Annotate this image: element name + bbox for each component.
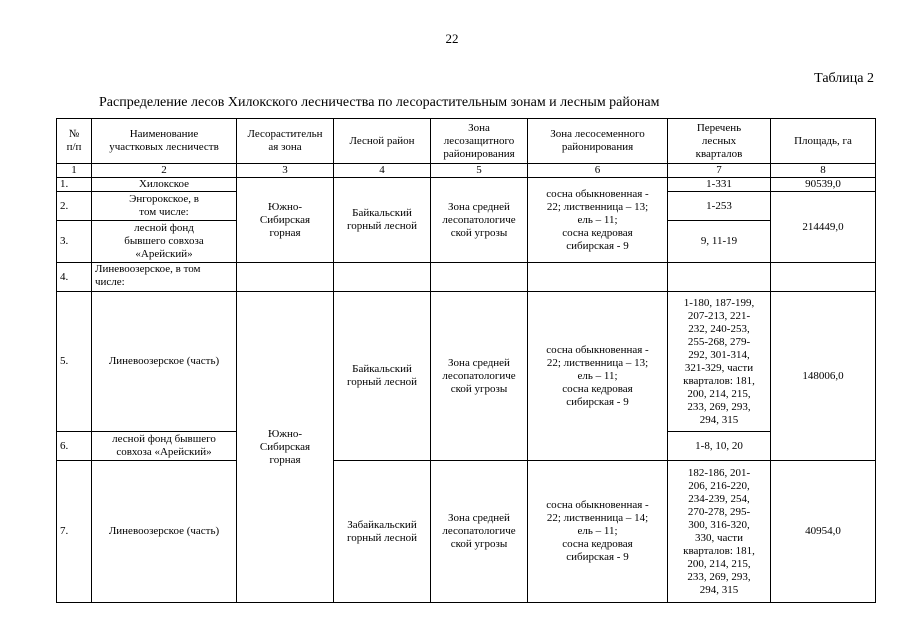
header-forest-district <box>334 119 431 164</box>
row-name <box>92 292 237 432</box>
vegetation-zone-text: Южно- Сибирская горная <box>259 200 311 239</box>
quarters-cell <box>668 292 771 432</box>
row-number-text: 4. <box>60 270 69 283</box>
column-number-row <box>57 164 876 178</box>
forest-district-cell <box>334 178 431 263</box>
row-name-text: Энгорокское, в том числе: <box>129 193 199 218</box>
empty-cell <box>431 263 528 292</box>
row-number-text: 1. <box>60 178 69 190</box>
area-cell <box>771 192 876 263</box>
protection-zone-text: Зона средней лесопатологиче ской угрозы <box>442 200 516 239</box>
forest-distribution-table <box>56 118 876 603</box>
row-number-text: 7. <box>60 525 69 537</box>
header-number <box>57 119 92 164</box>
row-number-text: 5. <box>60 355 69 367</box>
area-cell <box>771 178 876 192</box>
header-name-text: Наименование участковых лесничеств <box>109 128 219 153</box>
empty-cell <box>771 263 876 292</box>
column-number: 1 <box>57 164 92 178</box>
protection-zone-cell <box>431 292 528 461</box>
forest-district-text: Забайкальский горный лесной <box>347 518 417 544</box>
seed-zone-text: сосна обыкновенная - 22; лиственница – 13; ель – 11; сосна кедровая сибирская - 9 <box>546 187 649 252</box>
row-name <box>92 221 237 263</box>
protection-zone-cell <box>431 178 528 263</box>
header-quarters <box>668 119 771 164</box>
forest-district-text: Байкальский горный лесной <box>347 363 417 388</box>
header-vegetation-zone <box>237 119 334 164</box>
header-quarters-text: Перечень лесных кварталов <box>695 121 743 160</box>
column-number: 2 <box>92 164 237 178</box>
row-number-text: 2. <box>60 199 69 212</box>
row-name-text: Линевоозерское, в том числе: <box>95 263 201 288</box>
header-row <box>57 119 876 164</box>
page-number: 22 <box>445 31 459 46</box>
row-number <box>57 192 92 221</box>
quarters-cell <box>668 192 771 221</box>
column-number: 4 <box>334 164 431 178</box>
table-row <box>57 263 876 292</box>
row-name <box>92 178 237 192</box>
header-protection-zone-text: Зона лесозащитного районирования <box>443 121 515 160</box>
header-protection-zone <box>431 119 528 164</box>
empty-cell <box>237 263 334 292</box>
empty-cell <box>668 263 771 292</box>
table-caption: Таблица 2 <box>814 71 874 86</box>
row-number <box>57 178 92 192</box>
quarters-text: 1-8, 10, 20 <box>695 439 743 452</box>
seed-zone-text: сосна обыкновенная - 22; лиственница – 13; ель – 11; сосна кедровая сибирская - 9 <box>546 343 649 408</box>
column-number: 6 <box>528 164 668 178</box>
row-name <box>92 192 237 221</box>
vegetation-zone-cell <box>237 292 334 603</box>
table-row <box>57 292 876 432</box>
protection-zone-text: Зона средней лесопатологиче ской угрозы <box>442 356 516 395</box>
row-name-text: Линевоозерское (часть) <box>108 525 220 537</box>
row-number <box>57 461 92 603</box>
table-row <box>57 178 876 192</box>
area-cell <box>771 292 876 461</box>
header-seed-zone <box>528 119 668 164</box>
column-number: 7 <box>668 164 771 178</box>
quarters-cell <box>668 178 771 192</box>
column-number: 5 <box>431 164 528 178</box>
quarters-text: 9, 11-19 <box>700 235 738 247</box>
quarters-cell <box>668 432 771 461</box>
empty-cell <box>528 263 668 292</box>
vegetation-zone-text: Южно- Сибирская горная <box>259 427 311 466</box>
quarters-text: 1-180, 187-199, 207-213, 221- 232, 240-253, 255-268, 279- 292, 301-314, 321-329, части кварталов: 181, 200, 214, 215, 233, 269, 293, 294, 315 <box>683 296 755 426</box>
column-number: 3 <box>237 164 334 178</box>
vegetation-zone-cell <box>237 178 334 263</box>
seed-zone-cell <box>528 292 668 461</box>
quarters-text: 1-331 <box>706 178 732 190</box>
forest-district-text: Байкальский горный лесной <box>347 207 417 232</box>
area-text: 214449,0 <box>802 220 844 233</box>
forest-district-cell <box>334 292 431 461</box>
header-area-text: Площадь, га <box>794 134 852 147</box>
row-number <box>57 221 92 263</box>
protection-zone-text: Зона средней лесопатологиче ской угрозы <box>442 512 516 550</box>
quarters-text: 182-186, 201- 206, 216-220, 234-239, 254, 270-278, 295- 300, 316-320, 330, части кварталов: 181, 200, 214, 215, 233, 269, 293, 294, 315 <box>683 466 755 596</box>
header-area <box>771 119 876 164</box>
row-name-text: Линевоозерское (часть) <box>108 355 220 367</box>
seed-zone-text: сосна обыкновенная - 22; лиственница – 14; ель – 11; сосна кедровая сибирская - 9 <box>546 499 649 563</box>
row-number-text: 3. <box>60 235 69 247</box>
area-text: 40954,0 <box>805 525 841 537</box>
table-row <box>57 461 876 603</box>
protection-zone-cell <box>431 461 528 603</box>
forest-district-cell <box>334 461 431 603</box>
seed-zone-cell <box>528 461 668 603</box>
header-seed-zone-text: Зона лесосеменного районирования <box>550 128 645 153</box>
empty-cell <box>334 263 431 292</box>
row-name <box>92 263 237 292</box>
seed-zone-cell <box>528 178 668 263</box>
row-name-text: Хилокское <box>138 178 190 190</box>
row-name <box>92 461 237 603</box>
header-name <box>92 119 237 164</box>
header-number-text: № п/п <box>66 128 82 153</box>
quarters-text: 1-253 <box>706 199 732 212</box>
row-number <box>57 432 92 461</box>
row-number-text: 6. <box>60 439 69 452</box>
quarters-cell <box>668 461 771 603</box>
row-name-text: лесной фонд бывшего совхоза «Арейский» <box>124 222 204 260</box>
area-text: 148006,0 <box>802 369 844 382</box>
row-number <box>57 263 92 292</box>
row-number <box>57 292 92 432</box>
header-forest-district-text: Лесной район <box>349 134 415 147</box>
document-title: Распределение лесов Хилокского лесничества по лесорастительным зонам и лесным районам <box>99 95 660 110</box>
quarters-cell <box>668 221 771 263</box>
column-number: 8 <box>771 164 876 178</box>
row-name-text: лесной фонд бывшего совхоза «Арейский» <box>112 433 216 458</box>
area-text: 90539,0 <box>805 178 841 190</box>
row-name <box>92 432 237 461</box>
header-vegetation-zone-text: Лесорастительн ая зона <box>247 128 323 153</box>
area-cell <box>771 461 876 603</box>
